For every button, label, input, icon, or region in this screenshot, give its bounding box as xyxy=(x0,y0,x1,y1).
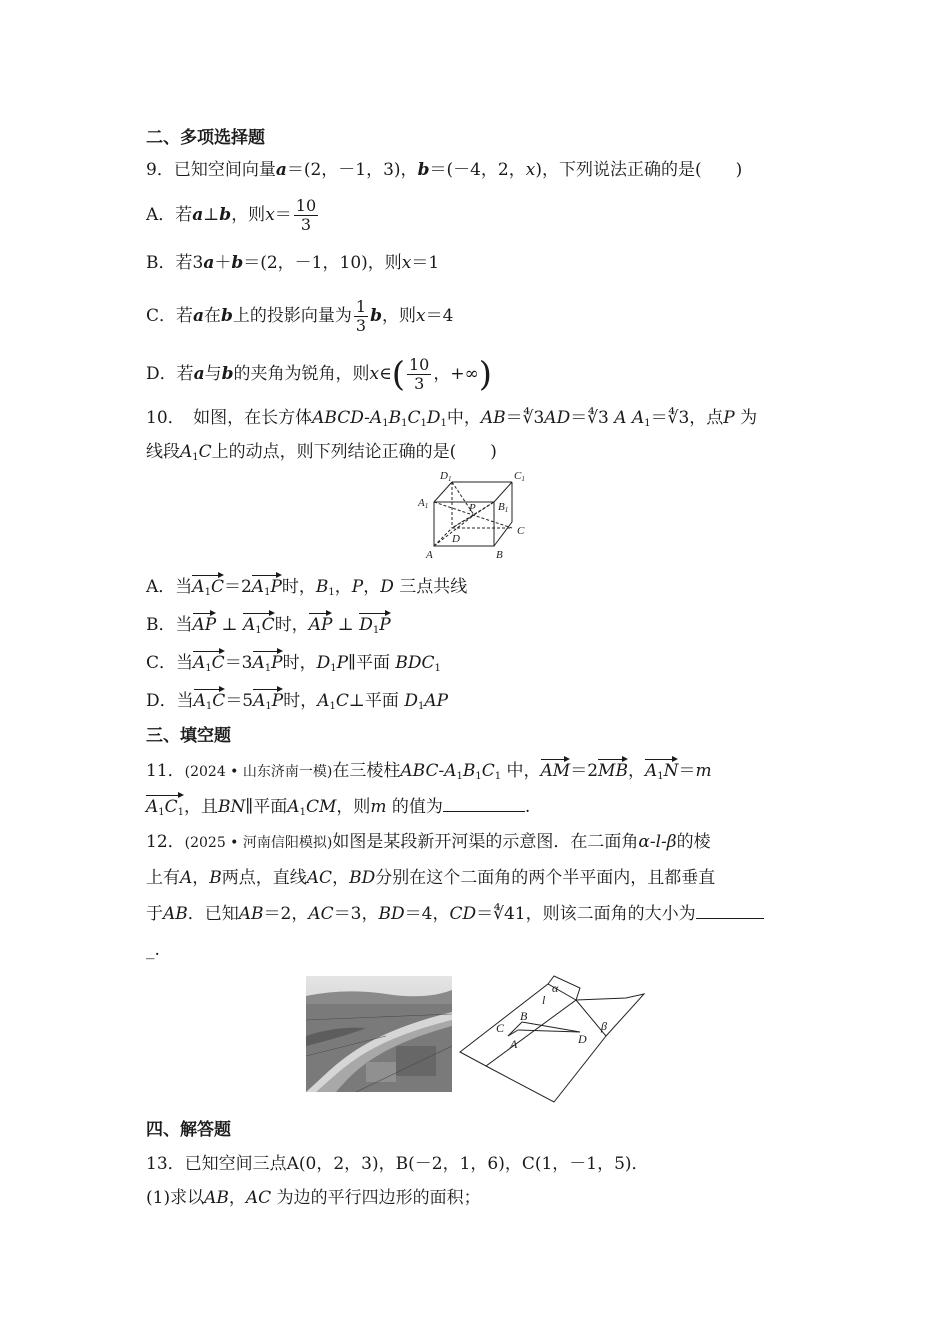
question-10-stem-line1: 10． 如图，在长方体ABCD-$A_1B_1C_1D_1$中，AB＝∜3AD＝∜3 A $A_1=∜3$，点P 为 xyxy=(146,408,758,429)
question-9-stem: 9．已知空间向量a＝(2，－1，3)，b＝(－4，2，x)，下列说法正确的是( ) xyxy=(146,160,743,180)
question-10-stem-line2: 线段$A_1C$上的动点，则下列结论正确的是( ) xyxy=(146,442,497,463)
question-number: 9． xyxy=(146,160,174,180)
question-9-option-c: C．若a在b上的投影向量为 $\frac{1}{3}$ b，则x＝4 xyxy=(146,297,454,335)
fraction: $\frac{10}{3}$ xyxy=(409,355,430,393)
question-10-option-a: A．当$A_1C=2A_1P$时，$B_1$，P，D 三点共线 xyxy=(146,574,467,605)
answer-blank[interactable] xyxy=(443,795,525,812)
question-10-option-b: B．当AP ⊥ $A_1C$时，AP ⊥ $D_1P$ xyxy=(146,612,391,640)
cuboid-figure xyxy=(414,470,538,562)
label-alpha: α xyxy=(552,981,559,995)
label-b1: B1 xyxy=(498,501,509,514)
question-9-option-b: B．若3a＋b＝(2，－1，10)，则x＝1 xyxy=(146,253,440,273)
label-d1: D1 xyxy=(440,470,452,483)
fraction: $\frac{10}{3}$ xyxy=(295,196,317,234)
question-13-part-1: (1)求以AB，AC 为边的平行四边形的面积； xyxy=(146,1188,481,1208)
dihedral-angle-diagram xyxy=(456,970,652,1106)
label-d: D xyxy=(578,1032,587,1046)
section-heading-multi: 二、多项选择题 xyxy=(146,128,265,148)
section-heading-answer: 四、解答题 xyxy=(146,1120,231,1140)
label-a1: A1 xyxy=(418,497,429,510)
question-12-line3: 于AB．已知AB＝2，AC＝3，BD＝4，CD＝∜41，则该二面角的大小为 xyxy=(146,902,764,926)
label-p: P xyxy=(469,502,476,514)
label-a: A xyxy=(426,549,433,561)
label-d: D xyxy=(452,533,460,545)
question-9-option-d: D．若a与b的夹角为锐角，则x∈( $\frac{10}{3}$ ，+∞) xyxy=(146,354,493,395)
fraction: $\frac{1}{3}$ xyxy=(355,297,367,335)
answer-blank[interactable] xyxy=(696,902,764,919)
question-12-line2: 上有A，B两点，直线AC，BD分别在这个二面角的两个半平面内，且都垂直 xyxy=(146,868,716,888)
question-10-option-c: C．当$A_1C=3A_1P$时，$D_1P\parallel$平面 $BDC_1$ xyxy=(146,650,441,681)
label-a: A xyxy=(510,1037,518,1051)
question-11-line1: 11．(2024 • 山东济南一模)在三棱柱ABC-$A_1B_1C_1$ 中，AM＝2MB，$A_1N=m$ xyxy=(146,758,712,789)
label-beta: β xyxy=(601,1019,607,1033)
canal-photo xyxy=(306,976,452,1092)
question-12-line1: 12．(2025 • 河南信阳模拟)如图是某段新开河渠的示意图．在二面角α-l-β的棱 xyxy=(146,832,711,852)
question-10-option-d: D．当$A_1C=5A_1P$时，$A_1C\perp$平面 $D_1AP$ xyxy=(146,688,448,719)
question-9-option-a: A．若a⊥b，则x＝ $\frac{10}{3}$ xyxy=(146,196,317,234)
label-l: l xyxy=(542,993,546,1007)
label-b: B xyxy=(496,549,503,561)
question-11-line2: $A_1C_1$，且BN∥平面$A_1CM$，则m 的值为 . xyxy=(146,794,530,825)
label-c1: C1 xyxy=(514,470,525,483)
question-12-line4: _. xyxy=(146,940,160,960)
question-13-stem: 13．已知空间三点A(0，2，3)，B(－2，1，6)，C(1，－1，5)． xyxy=(146,1154,649,1174)
section-heading-fill: 三、填空题 xyxy=(146,726,231,746)
label-c: C xyxy=(517,525,525,537)
label-b: B xyxy=(520,1009,528,1023)
label-c: C xyxy=(496,1021,505,1035)
